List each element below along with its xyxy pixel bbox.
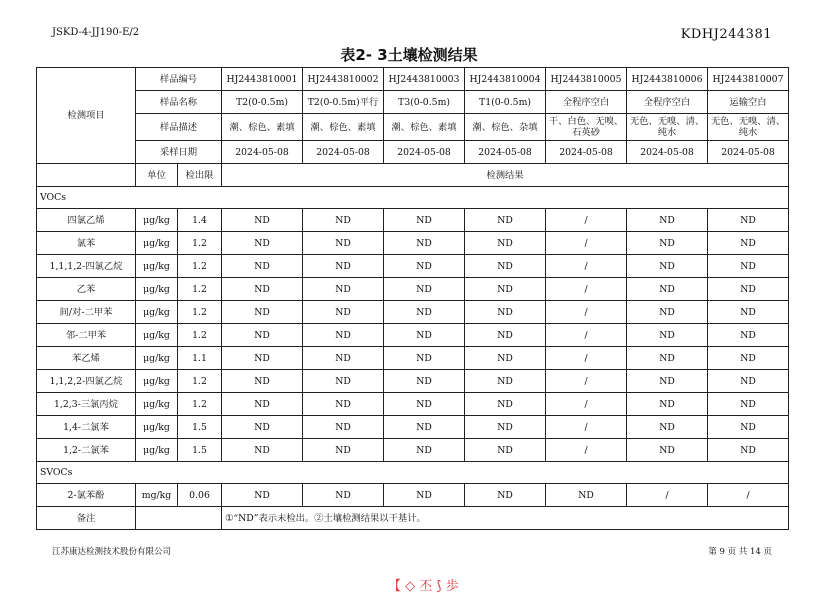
analyte-name: 2-氯苯酚 [37,484,136,507]
sample-date-cell: 2024-05-08 [546,141,627,164]
limit-cell: 1.2 [178,324,222,347]
result-cell: ND [708,370,789,393]
table-row [37,462,789,484]
analyte-name: 四氯乙烯 [37,209,136,232]
result-cell: ND [708,416,789,439]
result-cell: ND [222,255,303,278]
report-number: KDHJ244381 [680,27,772,42]
analyte-name: 1,2-二氯苯 [37,439,136,462]
analyte-name: 间/对-二甲苯 [37,301,136,324]
result-cell: ND [303,439,384,462]
sample-id-cell: HJ2443810003 [384,68,465,91]
result-header: 检测结果 [222,164,789,187]
table-row [37,301,789,324]
result-cell: ND [465,393,546,416]
result-cell: ND [384,209,465,232]
result-cell: ND [627,232,708,255]
table-row [37,507,789,530]
soil-results-table [36,67,789,530]
result-cell: ND [384,370,465,393]
table-row [37,232,789,255]
sample-name-label: 样品名称 [136,91,222,114]
result-cell: ND [303,484,384,507]
sample-id-label: 样品编号 [136,68,222,91]
remark-label: 备注 [37,507,136,530]
result-cell: ND [303,393,384,416]
table-row [37,141,789,164]
result-cell: ND [708,232,789,255]
result-cell: ND [222,416,303,439]
result-cell: ND [627,278,708,301]
result-cell: ND [303,347,384,370]
unit-cell: μg/kg [136,209,178,232]
sample-desc-label: 样品描述 [136,114,222,141]
result-cell: ND [627,255,708,278]
table-row [37,209,789,232]
result-cell: ND [708,255,789,278]
result-cell: ND [708,278,789,301]
sample-date-cell: 2024-05-08 [627,141,708,164]
sample-date-cell: 2024-05-08 [384,141,465,164]
result-cell: / [546,255,627,278]
result-cell: ND [222,484,303,507]
sample-desc-cell: 潮、棕色、素填 [384,114,465,141]
limit-cell: 1.2 [178,370,222,393]
limit-cell: 1.5 [178,439,222,462]
sample-name-cell: T2(0-0.5m)平行 [303,91,384,114]
result-cell: / [546,301,627,324]
result-cell: ND [627,439,708,462]
result-cell: ND [465,232,546,255]
result-cell: ND [627,324,708,347]
table-row [37,416,789,439]
result-cell: ND [303,255,384,278]
result-cell: / [546,209,627,232]
result-cell: ND [627,209,708,232]
result-cell: ND [384,416,465,439]
result-cell: ND [627,301,708,324]
result-cell: ND [627,370,708,393]
result-cell: ND [708,324,789,347]
unit-cell: μg/kg [136,439,178,462]
table-row [37,393,789,416]
page-number: 第 9 页 共 14 页 [708,547,772,557]
table-row [37,347,789,370]
limit-cell: 1.2 [178,255,222,278]
sample-desc-cell: 潮、棕色、素填 [303,114,384,141]
result-cell: / [546,370,627,393]
sample-id-cell: HJ2443810004 [465,68,546,91]
table-row [37,484,789,507]
result-cell: ND [708,439,789,462]
unit-cell: μg/kg [136,255,178,278]
sample-name-cell: T2(0-0.5m) [222,91,303,114]
unit-cell: μg/kg [136,278,178,301]
result-cell: ND [465,370,546,393]
table-row [37,324,789,347]
result-cell: / [546,324,627,347]
sample-name-cell: 运输空白 [708,91,789,114]
table-row [37,255,789,278]
result-cell: ND [384,278,465,301]
company-name: 江苏康达检测技术股份有限公司 [52,547,172,557]
sample-desc-cell: 干、白色、无嗅、石英砂 [546,114,627,141]
result-cell: ND [222,209,303,232]
limit-cell: 1.2 [178,301,222,324]
sample-desc-cell: 无色、无嗅、清、纯水 [708,114,789,141]
sample-date-cell: 2024-05-08 [708,141,789,164]
result-cell: ND [222,347,303,370]
limit-cell: 1.1 [178,347,222,370]
result-cell: / [546,393,627,416]
analyte-name: 苯乙烯 [37,347,136,370]
result-cell: ND [465,347,546,370]
result-cell: ND [222,370,303,393]
group-header: VOCs [37,187,789,209]
result-cell: / [627,484,708,507]
result-cell: / [546,232,627,255]
result-cell: ND [465,416,546,439]
result-cell: ND [303,232,384,255]
result-cell: ND [708,347,789,370]
limit-cell: 1.2 [178,278,222,301]
sample-date-label: 采样日期 [136,141,222,164]
sample-name-cell: 全程序空白 [546,91,627,114]
result-cell: ND [708,301,789,324]
sample-id-cell: HJ2443810006 [627,68,708,91]
sample-desc-cell: 无色、无嗅、清、纯水 [627,114,708,141]
unit-cell: μg/kg [136,324,178,347]
analyte-name: 1,1,1,2-四氯乙烷 [37,255,136,278]
stamp-fragment: 【 ◇ 丕 ⟆ 歩 [388,579,459,593]
result-cell: ND [384,347,465,370]
unit-cell: μg/kg [136,232,178,255]
analyte-name: 氯苯 [37,232,136,255]
result-cell: ND [222,439,303,462]
result-cell: ND [384,439,465,462]
empty-cell [37,164,136,187]
sample-id-cell: HJ2443810005 [546,68,627,91]
limit-header: 检出限 [178,164,222,187]
analyte-name: 1,4-二氯苯 [37,416,136,439]
limit-cell: 0.06 [178,484,222,507]
unit-cell: μg/kg [136,393,178,416]
result-cell: / [708,484,789,507]
table-row [37,278,789,301]
result-cell: ND [384,255,465,278]
result-cell: ND [303,301,384,324]
result-cell: ND [627,416,708,439]
analyte-name: 1,2,3-三氯丙烷 [37,393,136,416]
result-cell: ND [384,324,465,347]
result-cell: / [546,416,627,439]
result-cell: ND [465,484,546,507]
empty-cell [136,507,222,530]
result-cell: ND [384,484,465,507]
table-title: 表2- 3土壤检测结果 [340,46,478,64]
sample-desc-cell: 潮、棕色、素填 [222,114,303,141]
sample-name-cell: T3(0-0.5m) [384,91,465,114]
result-cell: ND [627,393,708,416]
result-cell: ND [222,301,303,324]
result-cell: ND [384,393,465,416]
result-cell: ND [465,209,546,232]
result-cell: ND [465,255,546,278]
result-cell: ND [303,209,384,232]
limit-cell: 1.4 [178,209,222,232]
analyte-name: 乙苯 [37,278,136,301]
result-cell: ND [303,416,384,439]
result-cell: / [546,439,627,462]
limit-cell: 1.5 [178,416,222,439]
table-row [37,187,789,209]
table-row [37,370,789,393]
sample-id-cell: HJ2443810007 [708,68,789,91]
result-cell: / [546,278,627,301]
analyte-name: 邻-二甲苯 [37,324,136,347]
result-cell: ND [465,324,546,347]
sample-date-cell: 2024-05-08 [222,141,303,164]
result-cell: ND [465,439,546,462]
table-row [37,68,789,91]
result-cell: ND [465,278,546,301]
result-cell: ND [384,301,465,324]
unit-cell: mg/kg [136,484,178,507]
sample-id-cell: HJ2443810002 [303,68,384,91]
limit-cell: 1.2 [178,393,222,416]
limit-cell: 1.2 [178,232,222,255]
unit-cell: μg/kg [136,301,178,324]
result-cell: ND [222,393,303,416]
table-row [37,114,789,141]
unit-cell: μg/kg [136,370,178,393]
sample-id-cell: HJ2443810001 [222,68,303,91]
unit-header: 单位 [136,164,178,187]
result-cell: ND [708,393,789,416]
unit-cell: μg/kg [136,416,178,439]
sample-date-cell: 2024-05-08 [303,141,384,164]
result-cell: ND [222,232,303,255]
result-cell: ND [708,209,789,232]
result-cell: ND [546,484,627,507]
sample-name-cell: 全程序空白 [627,91,708,114]
sample-date-cell: 2024-05-08 [465,141,546,164]
remark-text: ①“ND”表示未检出。②土壤检测结果以干基计。 [222,507,789,530]
result-cell: ND [465,301,546,324]
analyte-name: 1,1,2,2-四氯乙烷 [37,370,136,393]
group-header: SVOCs [37,462,789,484]
unit-cell: μg/kg [136,347,178,370]
table-row [37,164,789,187]
table-row [37,91,789,114]
result-cell: / [546,347,627,370]
result-cell: ND [384,232,465,255]
item-header: 检测项目 [37,68,136,164]
result-cell: ND [303,370,384,393]
result-cell: ND [222,278,303,301]
result-cell: ND [303,278,384,301]
result-cell: ND [627,347,708,370]
document-code: JSKD-4-JJ190-E/2 [52,27,140,38]
sample-name-cell: T1(0-0.5m) [465,91,546,114]
table-row [37,439,789,462]
result-cell: ND [222,324,303,347]
result-cell: ND [303,324,384,347]
sample-desc-cell: 潮、棕色、杂填 [465,114,546,141]
